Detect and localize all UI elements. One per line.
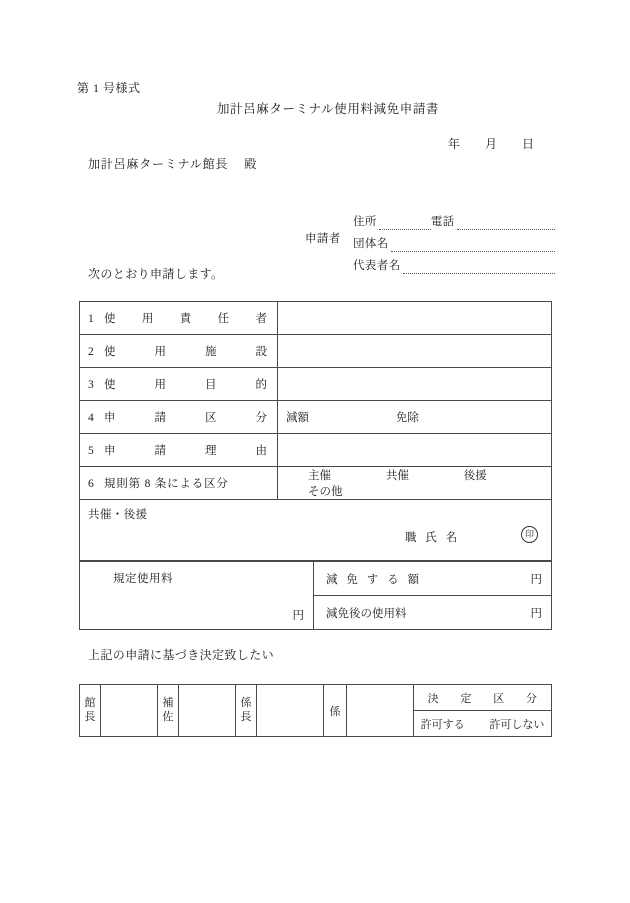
option-許可しない[interactable]: 許可しない — [489, 718, 545, 731]
label-char: 者 — [255, 313, 267, 325]
label-char: 用 — [141, 313, 154, 325]
row-value-使用施設[interactable] — [278, 335, 552, 368]
approver-label-係 — [324, 685, 347, 737]
row-label-使用施設 — [80, 335, 278, 368]
row-label-text: 規則第 8 条による区分 — [104, 478, 229, 490]
option-許可する[interactable]: 許可する — [420, 718, 465, 731]
label-char: 申 — [104, 445, 116, 457]
label-char: 任 — [217, 313, 230, 325]
addressee-name: 加計呂麻ターミナル館長 — [88, 157, 229, 171]
addressee-honorific: 殿 — [244, 157, 258, 171]
date-line — [448, 135, 534, 152]
table-row — [80, 335, 552, 368]
label-char: 責 — [179, 313, 192, 325]
row-number: 2 — [88, 346, 94, 358]
label-char: 用 — [154, 379, 166, 391]
row-number: 4 — [88, 412, 94, 424]
option-共催[interactable]: 共催 — [385, 470, 409, 482]
applicant-phone-input[interactable] — [457, 214, 555, 230]
cosponsor-section — [80, 500, 552, 561]
approver-label-補佐 — [158, 685, 179, 737]
label-char: 目 — [205, 379, 217, 391]
label-char: 請 — [154, 445, 166, 457]
label-char: 使 — [104, 313, 116, 325]
applicant-rep-label: 代表者名 — [353, 260, 401, 272]
signature-label[interactable]: 職 氏 名 — [405, 532, 461, 544]
applicant-phone-label: 電話 — [430, 216, 455, 228]
label-char: 的 — [255, 379, 267, 391]
label-char: 使 — [104, 346, 116, 358]
table-row — [80, 401, 552, 434]
table-row — [80, 302, 552, 335]
standard-fee-label: 規定使用料 — [113, 573, 173, 585]
label-char: 使 — [104, 379, 116, 391]
row-label-使用目的 — [80, 368, 278, 401]
row-number: 1 — [88, 313, 94, 325]
option-後援[interactable]: 後援 — [463, 470, 487, 482]
applicant-org-row — [353, 230, 555, 252]
label-char: 佐 — [162, 710, 174, 723]
option-免除[interactable]: 免除 — [395, 412, 419, 424]
option-減額[interactable]: 減額 — [286, 412, 309, 424]
applicant-address-row — [353, 208, 555, 230]
applicant-address-label: 住所 — [353, 216, 377, 228]
label-char: 区 — [205, 412, 217, 424]
standard-fee-cell[interactable] — [80, 562, 314, 630]
approver-seal-box-係長[interactable] — [257, 685, 324, 737]
label-char: 申 — [104, 412, 116, 424]
label-char: 施 — [205, 346, 217, 358]
applicant-org-label: 団体名 — [353, 238, 389, 250]
row-value-申請区分 — [278, 401, 552, 434]
approver-label-館長 — [80, 685, 101, 737]
label-char: 由 — [255, 445, 267, 457]
fee-table — [79, 561, 552, 630]
fee-after-reduction-label: 減免後の使用料 — [326, 607, 407, 620]
date-day: 日 — [522, 137, 535, 151]
cosponsor-label: 共催・後援 — [88, 509, 148, 521]
row-label-申請区分 — [80, 401, 278, 434]
row-number: 5 — [88, 445, 94, 457]
row-value-規則第8条による区分 — [278, 467, 552, 500]
application-table — [79, 301, 552, 561]
label-char: 設 — [255, 346, 267, 358]
applicant-label: 申請者 — [305, 233, 341, 245]
row-number: 3 — [88, 379, 94, 391]
fee-after-yen-unit: 円 — [530, 607, 542, 620]
label-char: 定 — [460, 692, 472, 705]
row-value-使用目的[interactable] — [278, 368, 552, 401]
approver-seal-box-補佐[interactable] — [179, 685, 236, 737]
option-主催[interactable]: 主催 — [308, 470, 331, 482]
lead-text: 次のとおり申請します。 — [88, 267, 224, 281]
label-char: 係 — [329, 705, 341, 718]
table-row — [80, 562, 552, 596]
label-char: 決 — [427, 692, 440, 705]
table-row — [80, 368, 552, 401]
row-label-規則第8条による区分 — [80, 467, 278, 500]
date-year: 年 — [448, 137, 461, 151]
reduction-yen-unit: 円 — [530, 573, 542, 586]
approver-seal-box-館長[interactable] — [101, 685, 158, 737]
row-label-使用責任者 — [80, 302, 278, 335]
decision-options — [414, 711, 552, 737]
table-row — [80, 467, 552, 500]
approver-label-係長 — [236, 685, 257, 737]
addressee-line — [88, 155, 257, 172]
decision-text: 上記の申請に基づき決定致したい — [88, 648, 275, 662]
label-char: 分 — [255, 412, 267, 424]
date-month: 月 — [485, 137, 498, 151]
approver-seal-box-係[interactable] — [347, 685, 414, 737]
row-value-使用責任者[interactable] — [278, 302, 552, 335]
applicant-org-input[interactable] — [391, 236, 555, 252]
row-value-申請理由[interactable] — [278, 434, 552, 467]
row-number: 6 — [88, 478, 94, 490]
label-char: 館 — [84, 696, 96, 709]
label-char: 係 — [240, 696, 252, 709]
fee-after-reduction-cell[interactable] — [314, 596, 552, 630]
decision-section-title — [414, 685, 552, 711]
table-row — [80, 685, 552, 711]
label-char: 補 — [162, 696, 174, 709]
form-number: 第 1 号様式 — [77, 81, 141, 95]
label-char: 理 — [205, 445, 217, 457]
table-row — [80, 500, 552, 561]
document-title: 加計呂麻ターミナル使用料減免申請書 — [216, 102, 440, 116]
applicant-address-input[interactable] — [379, 214, 431, 230]
label-char: 用 — [154, 346, 166, 358]
label-char: 請 — [154, 412, 166, 424]
label-char: 分 — [525, 692, 538, 705]
seal-icon: 印 — [521, 526, 538, 543]
reduction-amount-cell[interactable] — [314, 562, 552, 596]
applicant-fields — [353, 208, 555, 274]
approval-table — [79, 684, 552, 737]
reduction-amount-label: 減 免 す る 額 — [326, 573, 422, 586]
label-char: 長 — [240, 710, 252, 723]
table-row — [80, 434, 552, 467]
applicant-rep-input[interactable] — [403, 258, 555, 274]
label-char: 長 — [84, 710, 96, 723]
row-label-申請理由 — [80, 434, 278, 467]
option-その他[interactable]: その他 — [308, 486, 343, 498]
standard-fee-yen-unit: 円 — [292, 610, 304, 622]
label-char: 区 — [493, 692, 505, 705]
applicant-rep-row — [353, 252, 555, 274]
